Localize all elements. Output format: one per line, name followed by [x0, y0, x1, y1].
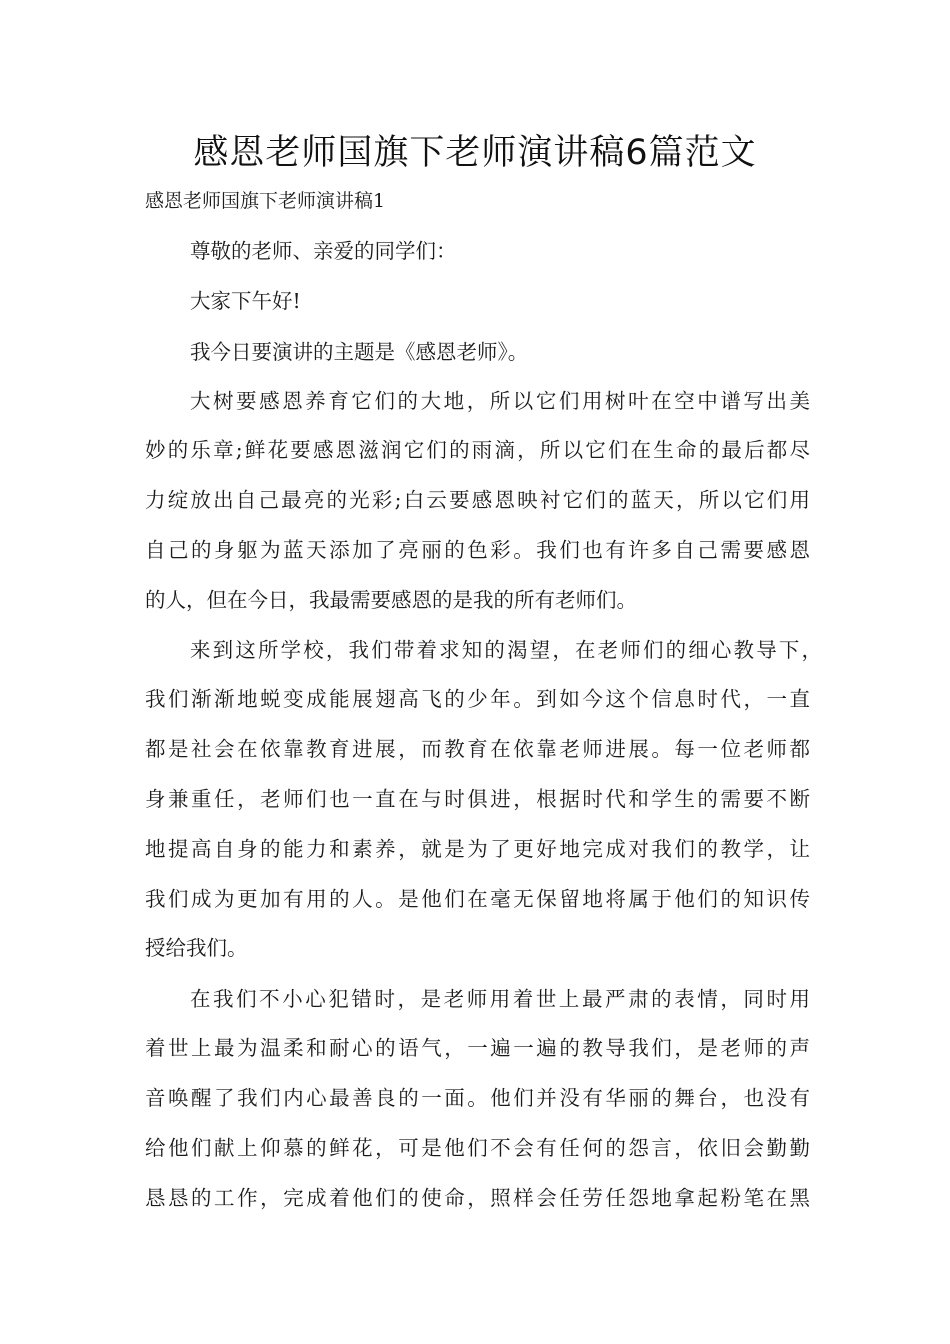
text-line: 来到这所学校，我们带着求知的渴望，在老师们的细心教导下，: [190, 638, 822, 662]
text-line: 着世上最为温柔和耐心的语气，一遍一遍的教导我们，是老师的声: [145, 1036, 810, 1060]
section-subtitle: 感恩老师国旗下老师演讲稿1: [145, 190, 386, 212]
text-line: 大家下午好!: [190, 289, 301, 313]
text-line: 尊敬的老师、亲爱的同学们：: [190, 239, 457, 263]
text-line: 我们成为更加有用的人。是他们在毫无保留地将属于他们的知识传: [145, 887, 810, 911]
text-line: 身兼重任，老师们也一直在与时俱进，根据时代和学生的需要不断: [145, 787, 810, 811]
text-line: 我们渐渐地蜕变成能展翅高飞的少年。到如今这个信息时代，一直: [145, 687, 810, 711]
text-line: 妙的乐章;鲜花要感恩滋润它们的雨滴，所以它们在生命的最后都尽: [145, 438, 810, 462]
text-line: 在我们不小心犯错时，是老师用着世上最严肃的表情，同时用: [190, 987, 810, 1011]
document-title: 感恩老师国旗下老师演讲稿6篇范文: [193, 133, 757, 173]
text-line: 授给我们。: [145, 936, 248, 960]
text-line: 都是社会在依靠教育进展，而教育在依靠老师进展。每一位老师都: [145, 737, 810, 761]
text-line: 给他们献上仰慕的鲜花，可是他们不会有任何的怨言，依旧会勤勤: [145, 1136, 810, 1160]
text-line: 恳恳的工作，完成着他们的使命，照样会任劳任怨地拿起粉笔在黑: [145, 1186, 810, 1210]
text-line: 音唤醒了我们内心最善良的一面。他们并没有华丽的舞台，也没有: [145, 1086, 810, 1110]
text-line: 地提高自身的能力和素养，就是为了更好地完成对我们的教学，让: [145, 837, 810, 861]
text-line: 大树要感恩养育它们的大地，所以它们用树叶在空中谱写出美: [190, 389, 810, 413]
text-line: 自己的身躯为蓝天添加了亮丽的色彩。我们也有许多自己需要感恩: [145, 538, 810, 562]
text-line: 我今日要演讲的主题是《感恩老师》。: [190, 340, 529, 364]
text-line: 的人，但在今日，我最需要感恩的是我的所有老师们。: [145, 588, 637, 612]
text-line: 力绽放出自己最亮的光彩;白云要感恩映衬它们的蓝天，所以它们用: [145, 488, 810, 512]
